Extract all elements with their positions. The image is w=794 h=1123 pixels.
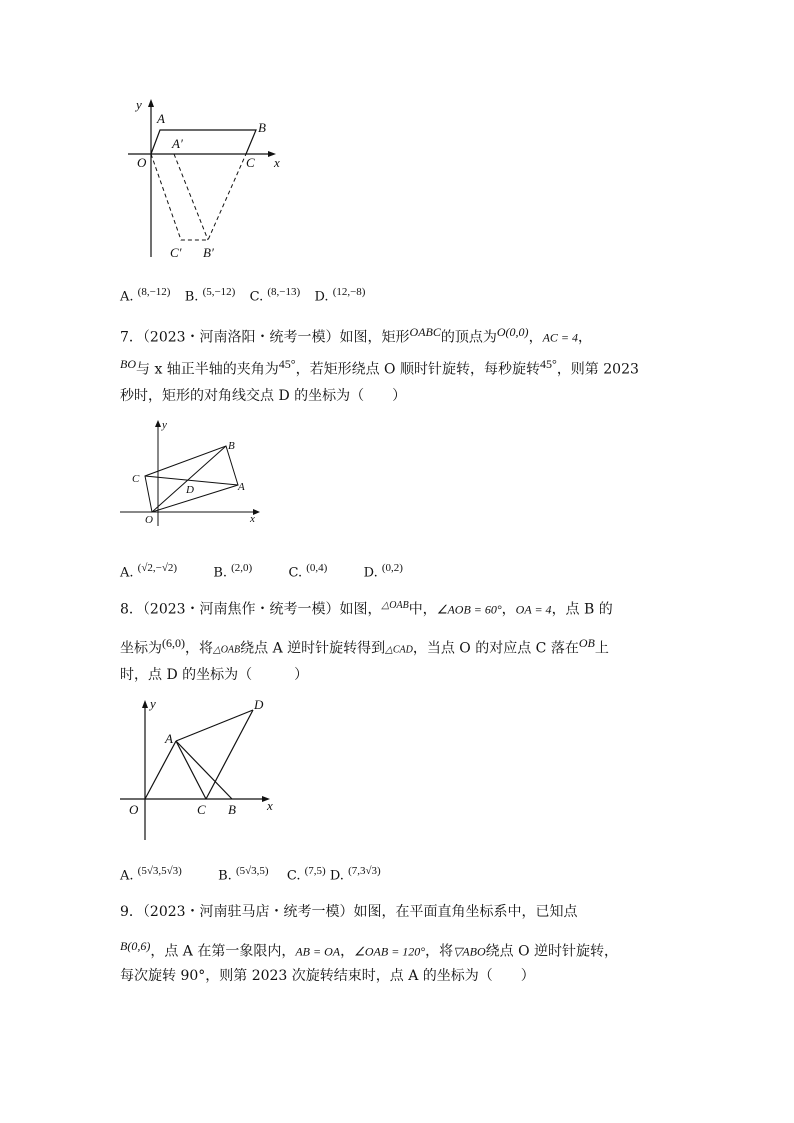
- q6-option-a-letter[interactable]: A.: [120, 289, 134, 305]
- q7-option-b[interactable]: (2,0): [231, 562, 253, 574]
- segment-AD: [176, 710, 253, 741]
- q6-option-b-letter[interactable]: B.: [184, 289, 199, 305]
- label-C-prime: C′: [170, 245, 182, 260]
- q8-math-angle: ∠AOB = 60°: [436, 602, 502, 617]
- label-O: O: [129, 802, 139, 817]
- q7-line1: [120, 322, 592, 348]
- q8-option-c-letter[interactable]: C.: [286, 868, 301, 884]
- q9-text-3: 每次旋转 90°，则第 2023 次旋转结束时，点 A 的坐标为（ ）: [120, 968, 535, 984]
- label-B: B: [228, 440, 235, 452]
- q8-math-tri: △OAB: [381, 600, 409, 611]
- segment-DC: [206, 710, 253, 799]
- q8-math-tri3: △CAD: [385, 644, 413, 656]
- q7-option-c-letter[interactable]: C.: [288, 565, 303, 581]
- q7-text-2a: 与 x 轴正半轴的夹角为: [136, 361, 279, 378]
- segment-AB: [176, 741, 232, 799]
- q7-math-BO: BO: [120, 357, 136, 371]
- label-x: x: [250, 513, 255, 525]
- q7-text-1c: ，: [528, 329, 543, 346]
- q8-math-tri2: △OAB: [213, 644, 241, 656]
- dashed-A1-B1: [174, 154, 208, 240]
- q7-text-1d: ，: [578, 329, 592, 346]
- q8-option-b[interactable]: (5√3,5): [235, 865, 269, 877]
- q6-option-c[interactable]: (8,−13): [267, 286, 301, 298]
- label-C: C: [197, 802, 206, 817]
- diagonal-OB: [152, 446, 226, 512]
- q9-math-ABOA: AB = OA: [295, 944, 341, 959]
- label-B-prime: B′: [203, 245, 214, 260]
- rectangle-OABC: [145, 446, 238, 512]
- q7-line2: [120, 354, 639, 380]
- label-A: A: [157, 111, 165, 126]
- q8-option-a-letter[interactable]: A.: [120, 868, 134, 884]
- y-axis-arrow: [155, 420, 161, 427]
- q8-option-b-letter[interactable]: B.: [218, 868, 232, 884]
- segment-AC: [176, 741, 206, 799]
- q8-math-OA: OA = 4: [515, 602, 552, 617]
- q8-line2: [120, 633, 609, 661]
- q8-text-2e: 上: [594, 640, 609, 657]
- q6-option-b[interactable]: (5,−12): [202, 286, 236, 298]
- q7-text-1a: 7．（2023・河南洛阳・统考一模）如图，矩形: [120, 329, 410, 346]
- label-y: y: [162, 419, 167, 431]
- label-C: C: [132, 473, 140, 485]
- q8-text-1b: 中，: [408, 601, 437, 618]
- figure-q6: [120, 95, 300, 265]
- q8-text-1d: ，点 B 的: [551, 601, 613, 618]
- label-A: A: [238, 481, 245, 493]
- label-B: B: [228, 802, 236, 817]
- q6-option-d[interactable]: (12,−8): [332, 286, 366, 298]
- q9-line1: [120, 902, 578, 922]
- label-B: B: [258, 120, 266, 135]
- q8-line1: [120, 596, 613, 620]
- q8-option-c[interactable]: (7,5): [304, 865, 326, 877]
- q7-option-a-letter[interactable]: A.: [120, 565, 134, 581]
- label-D: D: [254, 697, 264, 712]
- q8-option-a[interactable]: (5√3,5√3): [137, 865, 182, 877]
- label-C: C: [246, 155, 255, 170]
- label-y: y: [136, 97, 142, 112]
- label-O: O: [145, 514, 153, 526]
- q7-math-45b: 45°: [540, 357, 557, 371]
- q7-math-45a: 45°: [278, 357, 296, 371]
- q6-option-a[interactable]: (8,−12): [137, 286, 171, 298]
- q8-text-3: 时，点 D 的坐标为（ ）: [120, 667, 309, 683]
- q8-line3: [120, 665, 308, 685]
- q9-text-2a: ，点 A 在第一象限内，: [150, 943, 296, 960]
- q8-options: [120, 865, 381, 883]
- q7-text-2b: ，若矩形绕点 O 顺时针旋转，每秒旋转: [295, 361, 540, 378]
- q9-line2: [120, 936, 618, 962]
- q7-text-2c: ，则第 2023: [556, 361, 639, 378]
- q9-math-OAB: ∠OAB = 120°: [354, 944, 426, 959]
- label-y: y: [150, 696, 156, 711]
- q8-text-1a: 8．（2023・河南焦作・统考一模）如图，: [120, 601, 382, 618]
- q8-text-2a: 坐标为: [120, 640, 162, 657]
- q8-text-2b: ，将: [185, 640, 213, 657]
- label-O: O: [137, 155, 147, 170]
- q7-option-c[interactable]: (0,4): [306, 562, 328, 574]
- y-axis-arrow: [142, 700, 148, 708]
- q8-text-2d: ，当点 O 的对应点 C 落在: [412, 640, 579, 657]
- q6-option-c-letter[interactable]: C.: [249, 289, 264, 305]
- label-x: x: [274, 155, 280, 170]
- q9-text-2b: ，: [340, 943, 355, 960]
- figure-q8: [120, 696, 280, 844]
- q9-text-2c: ，将: [425, 943, 454, 960]
- q7-option-a[interactable]: (√2,−√2): [137, 562, 178, 574]
- q8-option-d-letter[interactable]: D.: [329, 868, 344, 884]
- q8-option-d[interactable]: (7,3√3): [348, 865, 381, 877]
- rotated-figure-dashed: [151, 154, 246, 240]
- q7-option-d-letter[interactable]: D.: [363, 565, 378, 581]
- label-A-prime: A′: [172, 136, 183, 151]
- q7-text-1b: 的顶点为: [440, 329, 497, 346]
- label-D: D: [186, 484, 194, 496]
- q9-math-ABO: ▽ABO: [453, 944, 486, 959]
- q7-option-d[interactable]: (0,2): [381, 562, 403, 574]
- q6-options: [120, 286, 365, 304]
- q7-text-3: 秒时，矩形的对角线交点 D 的坐标为（ ）: [120, 388, 407, 404]
- figure-q7: [120, 418, 270, 530]
- q6-option-d-letter[interactable]: D.: [314, 289, 329, 305]
- y-axis-arrow: [148, 99, 154, 107]
- q9-math-B06: B(0,6): [120, 939, 151, 953]
- q7-math-O00: O(0,0): [496, 325, 529, 339]
- parallelogram-OABC: [151, 130, 256, 154]
- q8-text-1c: ，: [501, 601, 516, 618]
- q8-math-OB: OB: [578, 636, 595, 650]
- segment-OA: [145, 741, 176, 799]
- q7-math-OABC: OABC: [409, 325, 441, 339]
- q7-line3: [120, 386, 406, 406]
- q7-math-AC: AC = 4: [542, 330, 578, 345]
- q7-options: [120, 562, 403, 580]
- q7-option-b-letter[interactable]: B.: [213, 565, 227, 581]
- q9-text-1: 9．（2023・河南驻马店・统考一模）如图，在平面直角坐标系中，已知点: [120, 904, 578, 920]
- label-x: x: [267, 798, 273, 813]
- q9-text-2d: 绕点 O 逆时针旋转，: [485, 943, 619, 960]
- q8-text-2c: 绕点 A 逆时针旋转得到: [240, 640, 386, 657]
- label-A: A: [165, 731, 173, 746]
- q9-line3: [120, 966, 535, 986]
- q8-math-60: (6,0): [162, 636, 185, 650]
